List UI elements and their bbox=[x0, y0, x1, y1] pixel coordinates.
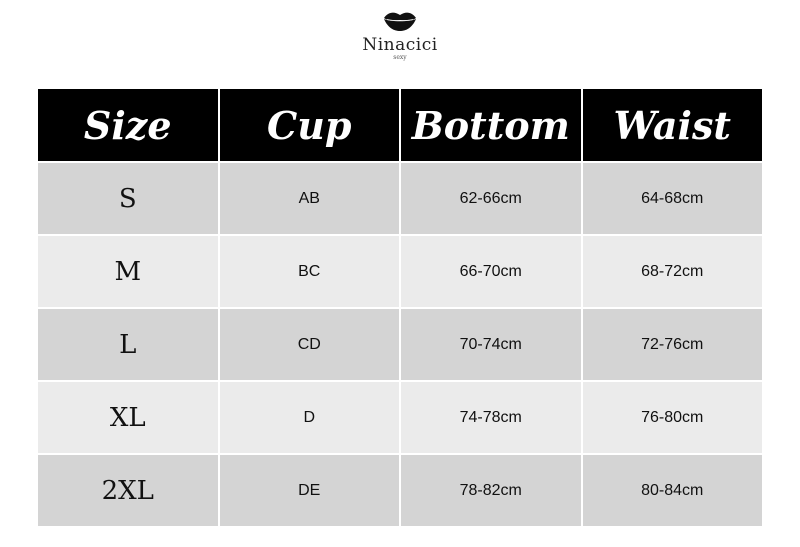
cup-cell: BC bbox=[219, 235, 401, 308]
size-cell: M bbox=[37, 235, 219, 308]
bottom-cell: 62-66cm bbox=[400, 162, 582, 235]
waist-cell: 64-68cm bbox=[582, 162, 764, 235]
table-header-row bbox=[37, 88, 763, 162]
brand-logo bbox=[0, 10, 800, 61]
table-row bbox=[37, 308, 763, 381]
cup-cell: CD bbox=[219, 308, 401, 381]
waist-cell: 72-76cm bbox=[582, 308, 764, 381]
size-cell: 2XL bbox=[37, 454, 219, 527]
header-size: Size bbox=[37, 88, 219, 162]
waist-cell: 68-72cm bbox=[582, 235, 764, 308]
brand-tagline: sexy bbox=[393, 54, 407, 61]
header-cup: Cup bbox=[219, 88, 401, 162]
bottom-cell: 74-78cm bbox=[400, 381, 582, 454]
waist-cell: 80-84cm bbox=[582, 454, 764, 527]
cup-cell: AB bbox=[219, 162, 401, 235]
lips-icon bbox=[382, 10, 418, 32]
bottom-cell: 66-70cm bbox=[400, 235, 582, 308]
bottom-cell: 70-74cm bbox=[400, 308, 582, 381]
bottom-cell: 78-82cm bbox=[400, 454, 582, 527]
table-row bbox=[37, 454, 763, 527]
size-chart-table bbox=[36, 87, 764, 528]
size-cell: XL bbox=[37, 381, 219, 454]
waist-cell: 76-80cm bbox=[582, 381, 764, 454]
size-cell: S bbox=[37, 162, 219, 235]
table-row bbox=[37, 381, 763, 454]
header-waist: Waist bbox=[582, 88, 764, 162]
brand-name: Ninacici bbox=[362, 35, 438, 55]
table-row bbox=[37, 162, 763, 235]
cup-cell: DE bbox=[219, 454, 401, 527]
header-bottom: Bottom bbox=[400, 88, 582, 162]
cup-cell: D bbox=[219, 381, 401, 454]
size-cell: L bbox=[37, 308, 219, 381]
table-row bbox=[37, 235, 763, 308]
